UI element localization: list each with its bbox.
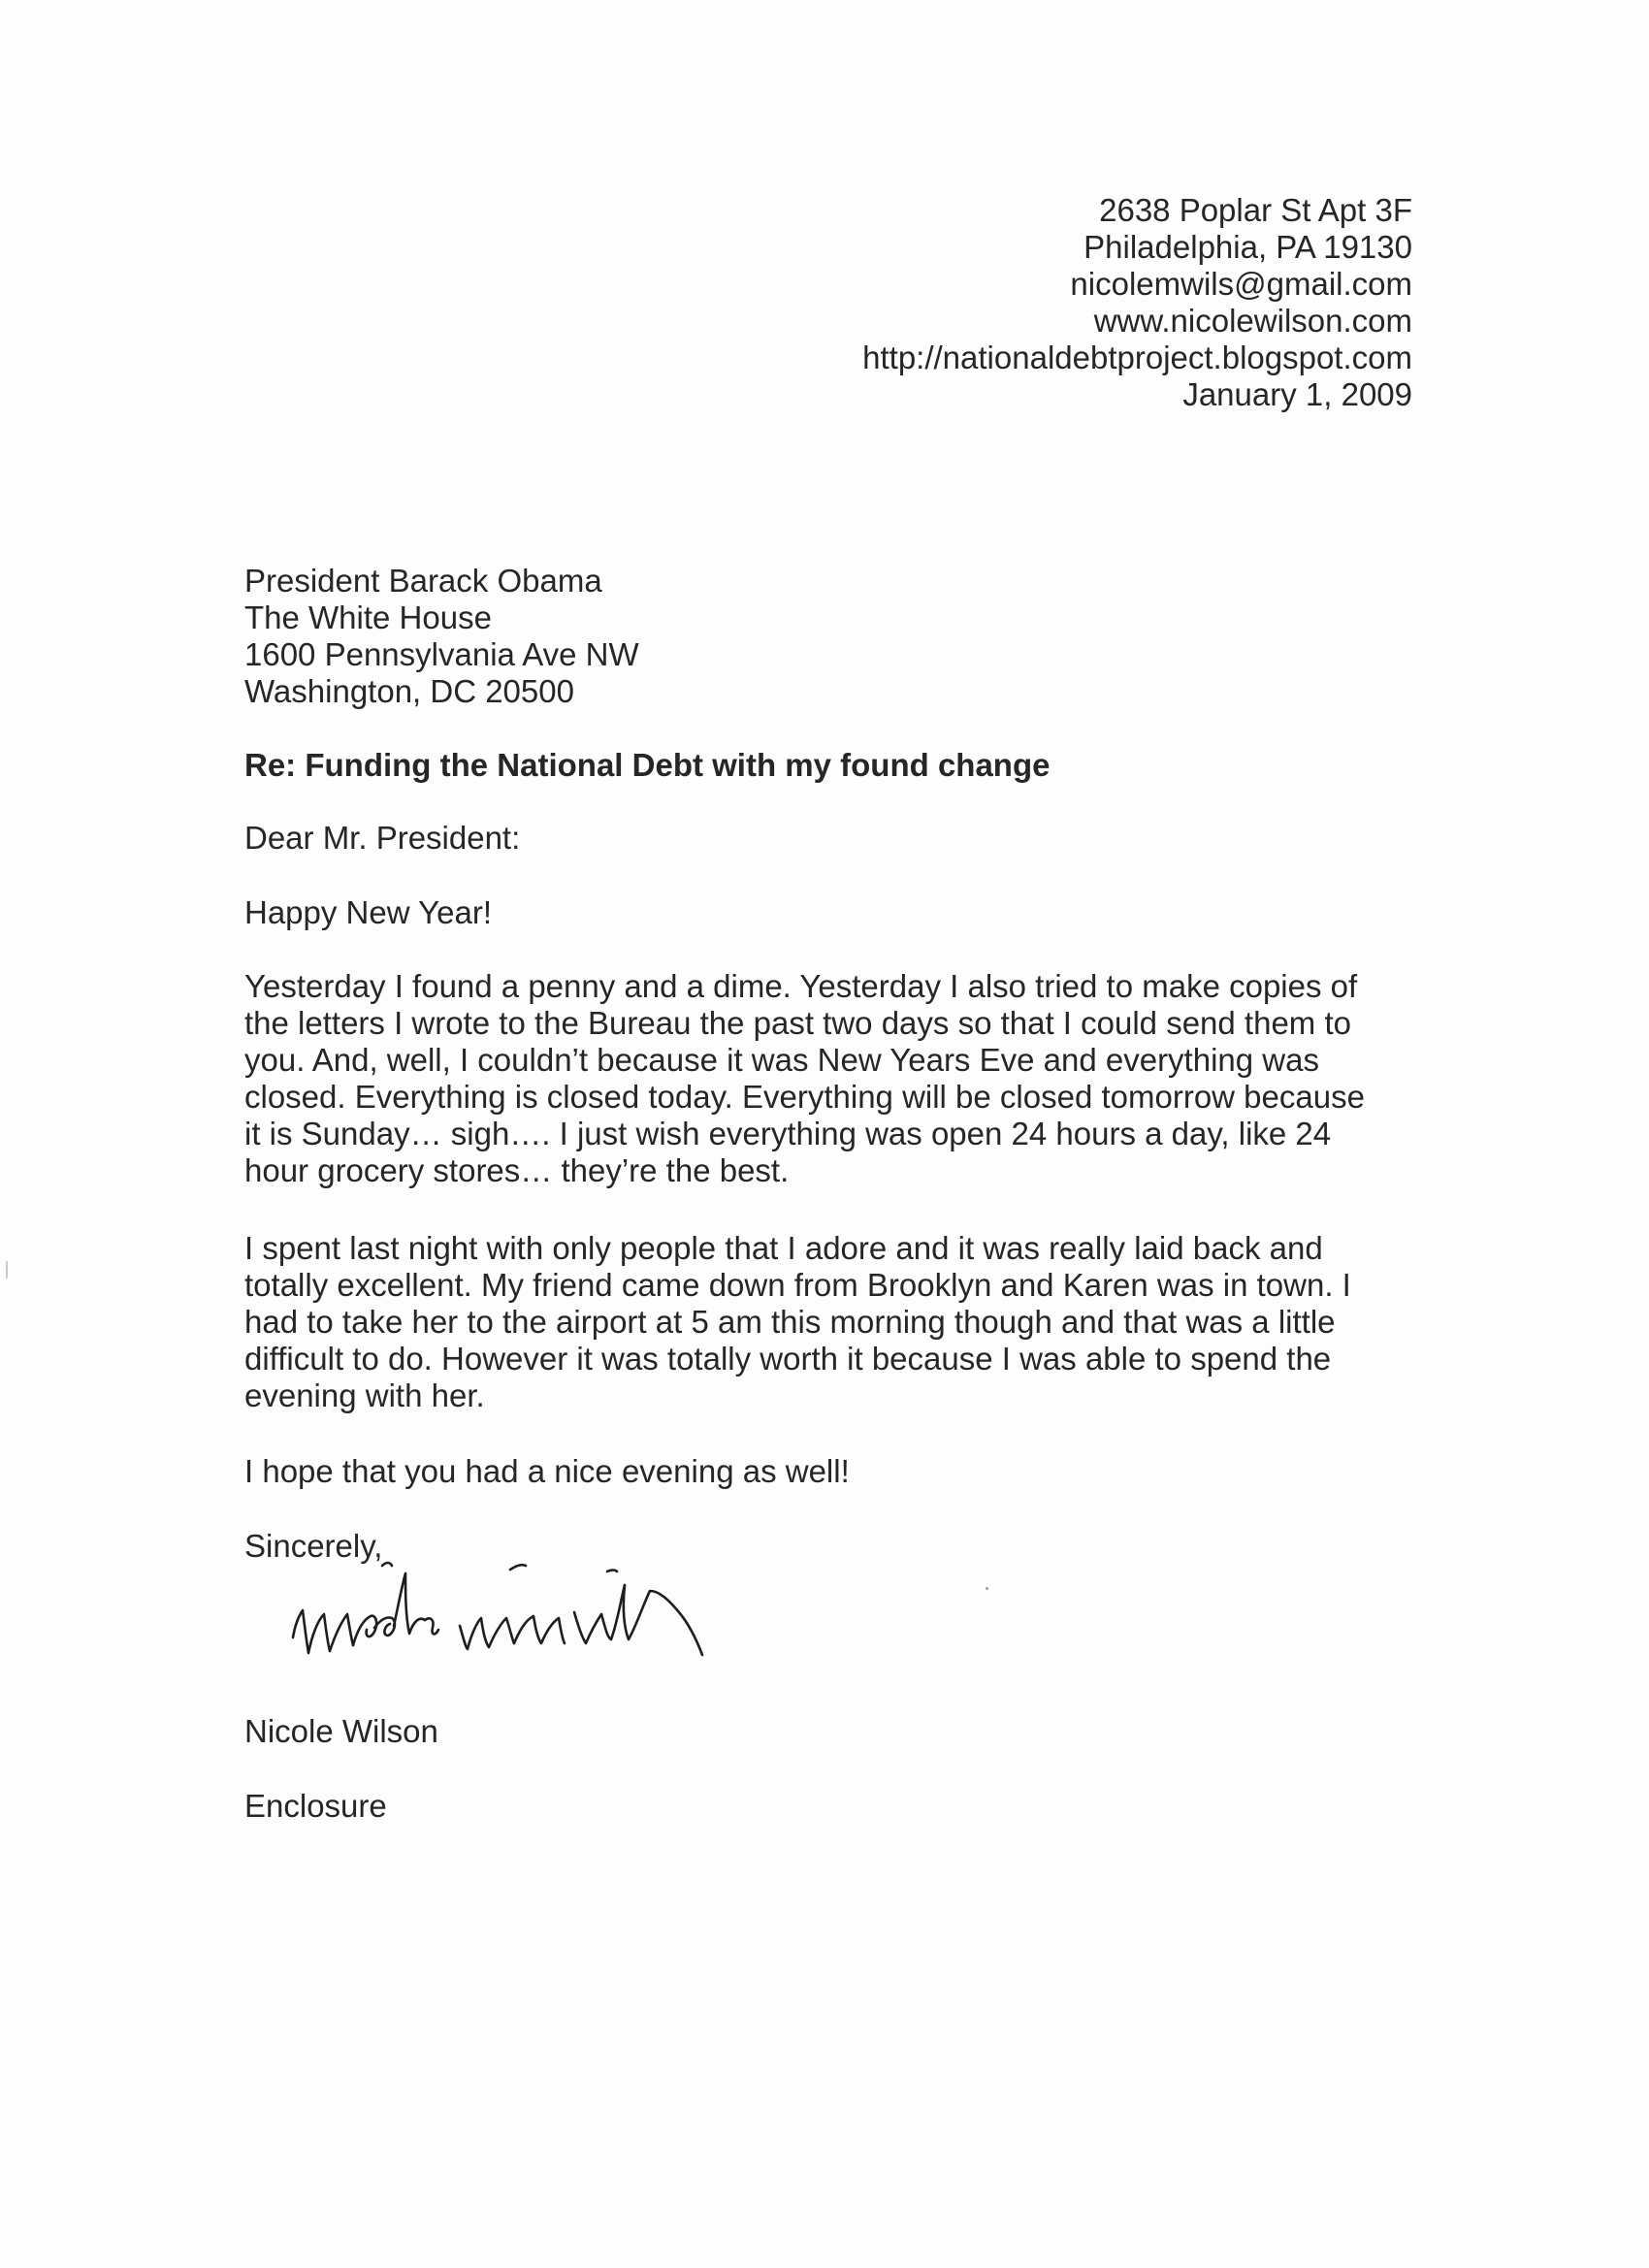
recipient-address-block <box>244 563 639 710</box>
sender-blog: http://nationaldebtproject.blogspot.com <box>862 340 1412 375</box>
paragraph-line: it is Sunday… sigh…. I just wish everything was open 24 hours a day, like 24 <box>244 1116 1332 1151</box>
paragraph-line: you. And, well, I couldn’t because it was New Years Eve and everything was <box>244 1042 1319 1078</box>
subject-line: Re: Funding the National Debt with my found change <box>244 747 1051 783</box>
scan-speck <box>6 1261 8 1279</box>
paragraph-line: evening with her. <box>244 1377 485 1413</box>
sender-address-block <box>862 192 1412 413</box>
recipient-street: 1600 Pennsylvania Ave NW <box>244 636 639 672</box>
body-paragraph-2 <box>244 1230 1447 1414</box>
body-paragraph-3: I hope that you had a nice evening as well! <box>244 1453 850 1489</box>
salutation: Dear Mr. President: <box>244 820 521 856</box>
enclosure-note: Enclosure <box>244 1788 387 1824</box>
letter-date: January 1, 2009 <box>1182 376 1412 412</box>
paragraph-line: the letters I wrote to the Bureau the past two days so that I could send them to <box>244 1005 1351 1041</box>
sender-website: www.nicolewilson.com <box>1093 303 1412 339</box>
recipient-city: Washington, DC 20500 <box>244 673 574 709</box>
closing: Sincerely, <box>244 1528 383 1564</box>
paragraph-line: I spent last night with only people that I adore and it was really laid back and <box>244 1230 1323 1266</box>
greeting: Happy New Year! <box>244 894 492 930</box>
paragraph-line: totally excellent. My friend came down from Brooklyn and Karen was in town. I <box>244 1267 1351 1303</box>
sender-city: Philadelphia, PA 19130 <box>1083 229 1412 265</box>
paragraph-line: Yesterday I found a penny and a dime. Yesterday I also tried to make copies of <box>244 968 1358 1004</box>
recipient-org: The White House <box>244 599 492 635</box>
recipient-name: President Barack Obama <box>244 563 602 599</box>
body-paragraph-1 <box>244 968 1447 1189</box>
paragraph-line: difficult to do. However it was totally worth it because I was able to spend the <box>244 1341 1332 1377</box>
handwritten-signature-icon <box>281 1533 824 1698</box>
paragraph-line: had to take her to the airport at 5 am this morning though and that was a little <box>244 1304 1336 1340</box>
paragraph-line: hour grocery stores… they’re the best. <box>244 1152 790 1188</box>
sender-email: nicolemwils@gmail.com <box>1070 266 1412 302</box>
paragraph-line: closed. Everything is closed today. Everything will be closed tomorrow because <box>244 1079 1365 1115</box>
scan-speck <box>986 1587 988 1590</box>
sender-street: 2638 Poplar St Apt 3F <box>1099 192 1412 228</box>
signer-name: Nicole Wilson <box>244 1713 438 1749</box>
